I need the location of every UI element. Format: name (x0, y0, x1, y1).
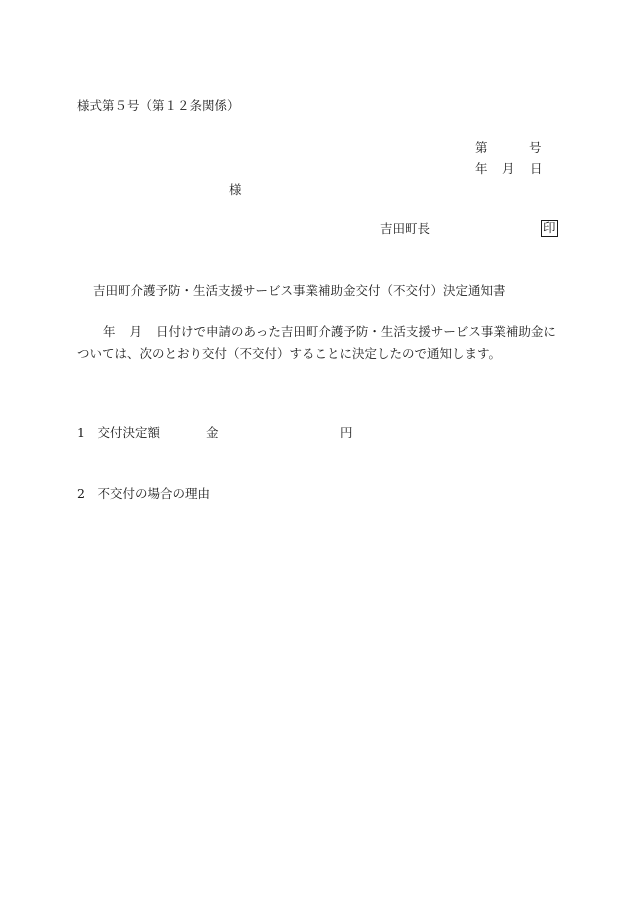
item-grant-amount-prefix: 金 (206, 425, 219, 440)
document-number-prefix: 第 (475, 140, 488, 155)
date-day-label: 日 (530, 161, 543, 176)
date-year-label: 年 (475, 161, 488, 176)
body-month-label: 月 (129, 324, 143, 339)
issuer-name: 吉田町長 (380, 221, 431, 236)
item-refusal-reason-label: 2 不交付の場合の理由 (77, 486, 210, 501)
form-number: 様式第５号（第１２条関係） (77, 98, 240, 113)
addressee-honorific: 様 (229, 182, 242, 197)
document-title: 吉田町介護予防・生活支援サービス事業補助金交付（不交付）決定通知書 (93, 283, 506, 298)
body-year-label: 年 (103, 324, 116, 339)
item-grant-amount-label: 1 交付決定額 (77, 425, 160, 440)
document-number-suffix: 号 (529, 140, 542, 155)
body-paragraph (77, 321, 561, 365)
seal-mark: 印 (543, 220, 556, 235)
date-month-label: 月 (502, 161, 515, 176)
item-grant-amount-unit: 円 (340, 425, 353, 440)
body-text: 日付けで申請のあった吉田町介護予防・生活支援サービス事業補助金については、次のとおり交付（不交付）することに決定したので通知します。 (77, 324, 556, 361)
